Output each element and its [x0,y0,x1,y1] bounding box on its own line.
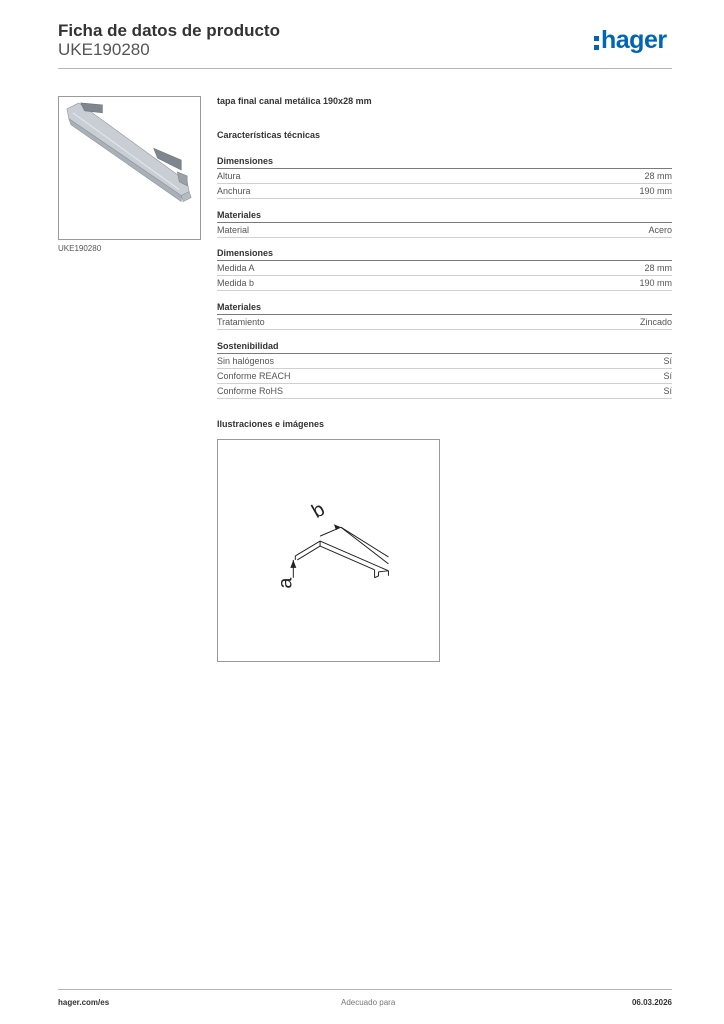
spec-row-rohs [217,384,672,399]
product-code: UKE190280 [58,40,150,59]
spec-row-reach [217,369,672,384]
section-dimensiones [217,156,672,199]
spec-value: 190 mm [639,278,672,288]
product-description: tapa final canal metálica 190x28 mm [217,96,372,106]
section-title: Dimensiones [217,248,672,261]
spec-label: Anchura [217,186,251,196]
dimension-label-b: b [308,498,329,523]
spec-row-altura [217,169,672,184]
illustrations-title: Ilustraciones e imágenes [217,419,325,429]
section-sostenibilidad [217,341,672,399]
end-cap-product-icon [59,97,200,239]
section-title: Sostenibilidad [217,341,672,354]
spec-label: Medida A [217,263,255,273]
section-dimensiones-medidas [217,248,672,291]
photo-caption: UKE190280 [58,244,102,253]
logo-dots-icon [594,36,599,50]
dimension-label-a: a [274,577,297,589]
spec-value: Sí [663,386,672,396]
spec-value: Acero [648,225,672,235]
spec-value: Sí [663,371,672,381]
spec-value: Zincado [639,317,672,327]
dimension-diagram-icon [218,440,439,661]
product-photo [58,96,201,240]
section-title: Dimensiones [217,156,672,169]
section-title: Materiales [217,210,672,223]
spec-row-medida-a [217,261,672,276]
spec-row-medida-b [217,276,672,291]
hager-logo [594,28,667,53]
section-materiales [217,210,672,238]
spec-row-anchura [217,184,672,199]
spec-label: Conforme REACH [217,371,291,381]
dimension-drawing [217,439,440,662]
footer-date: 06.03.2026 [631,998,672,1007]
spec-label: Tratamiento [217,317,265,327]
spec-label: Material [217,225,250,235]
spec-label: Medida b [217,278,255,288]
spec-label: Altura [217,171,241,181]
footer-website-link[interactable]: hager.com/es [58,998,110,1007]
spec-value: 28 mm [644,171,672,181]
header-divider [58,68,672,69]
spec-row-tratamiento [217,315,672,330]
spec-row-material [217,223,672,238]
footer-suitable-for: Adecuado para [341,998,396,1007]
spec-label: Sin halógenos [217,356,275,366]
spec-value: 190 mm [639,186,672,196]
page-title: Ficha de datos de producto [58,21,280,40]
logo-text: hager [601,26,667,54]
tech-specs-title: Características técnicas [217,130,321,140]
section-title: Materiales [217,302,672,315]
spec-value: Sí [663,356,672,366]
spec-label: Conforme RoHS [217,386,284,396]
spec-value: 28 mm [644,263,672,273]
section-materiales-tratamiento [217,302,672,330]
footer-divider [58,989,672,990]
spec-row-sin-halogenos [217,354,672,369]
